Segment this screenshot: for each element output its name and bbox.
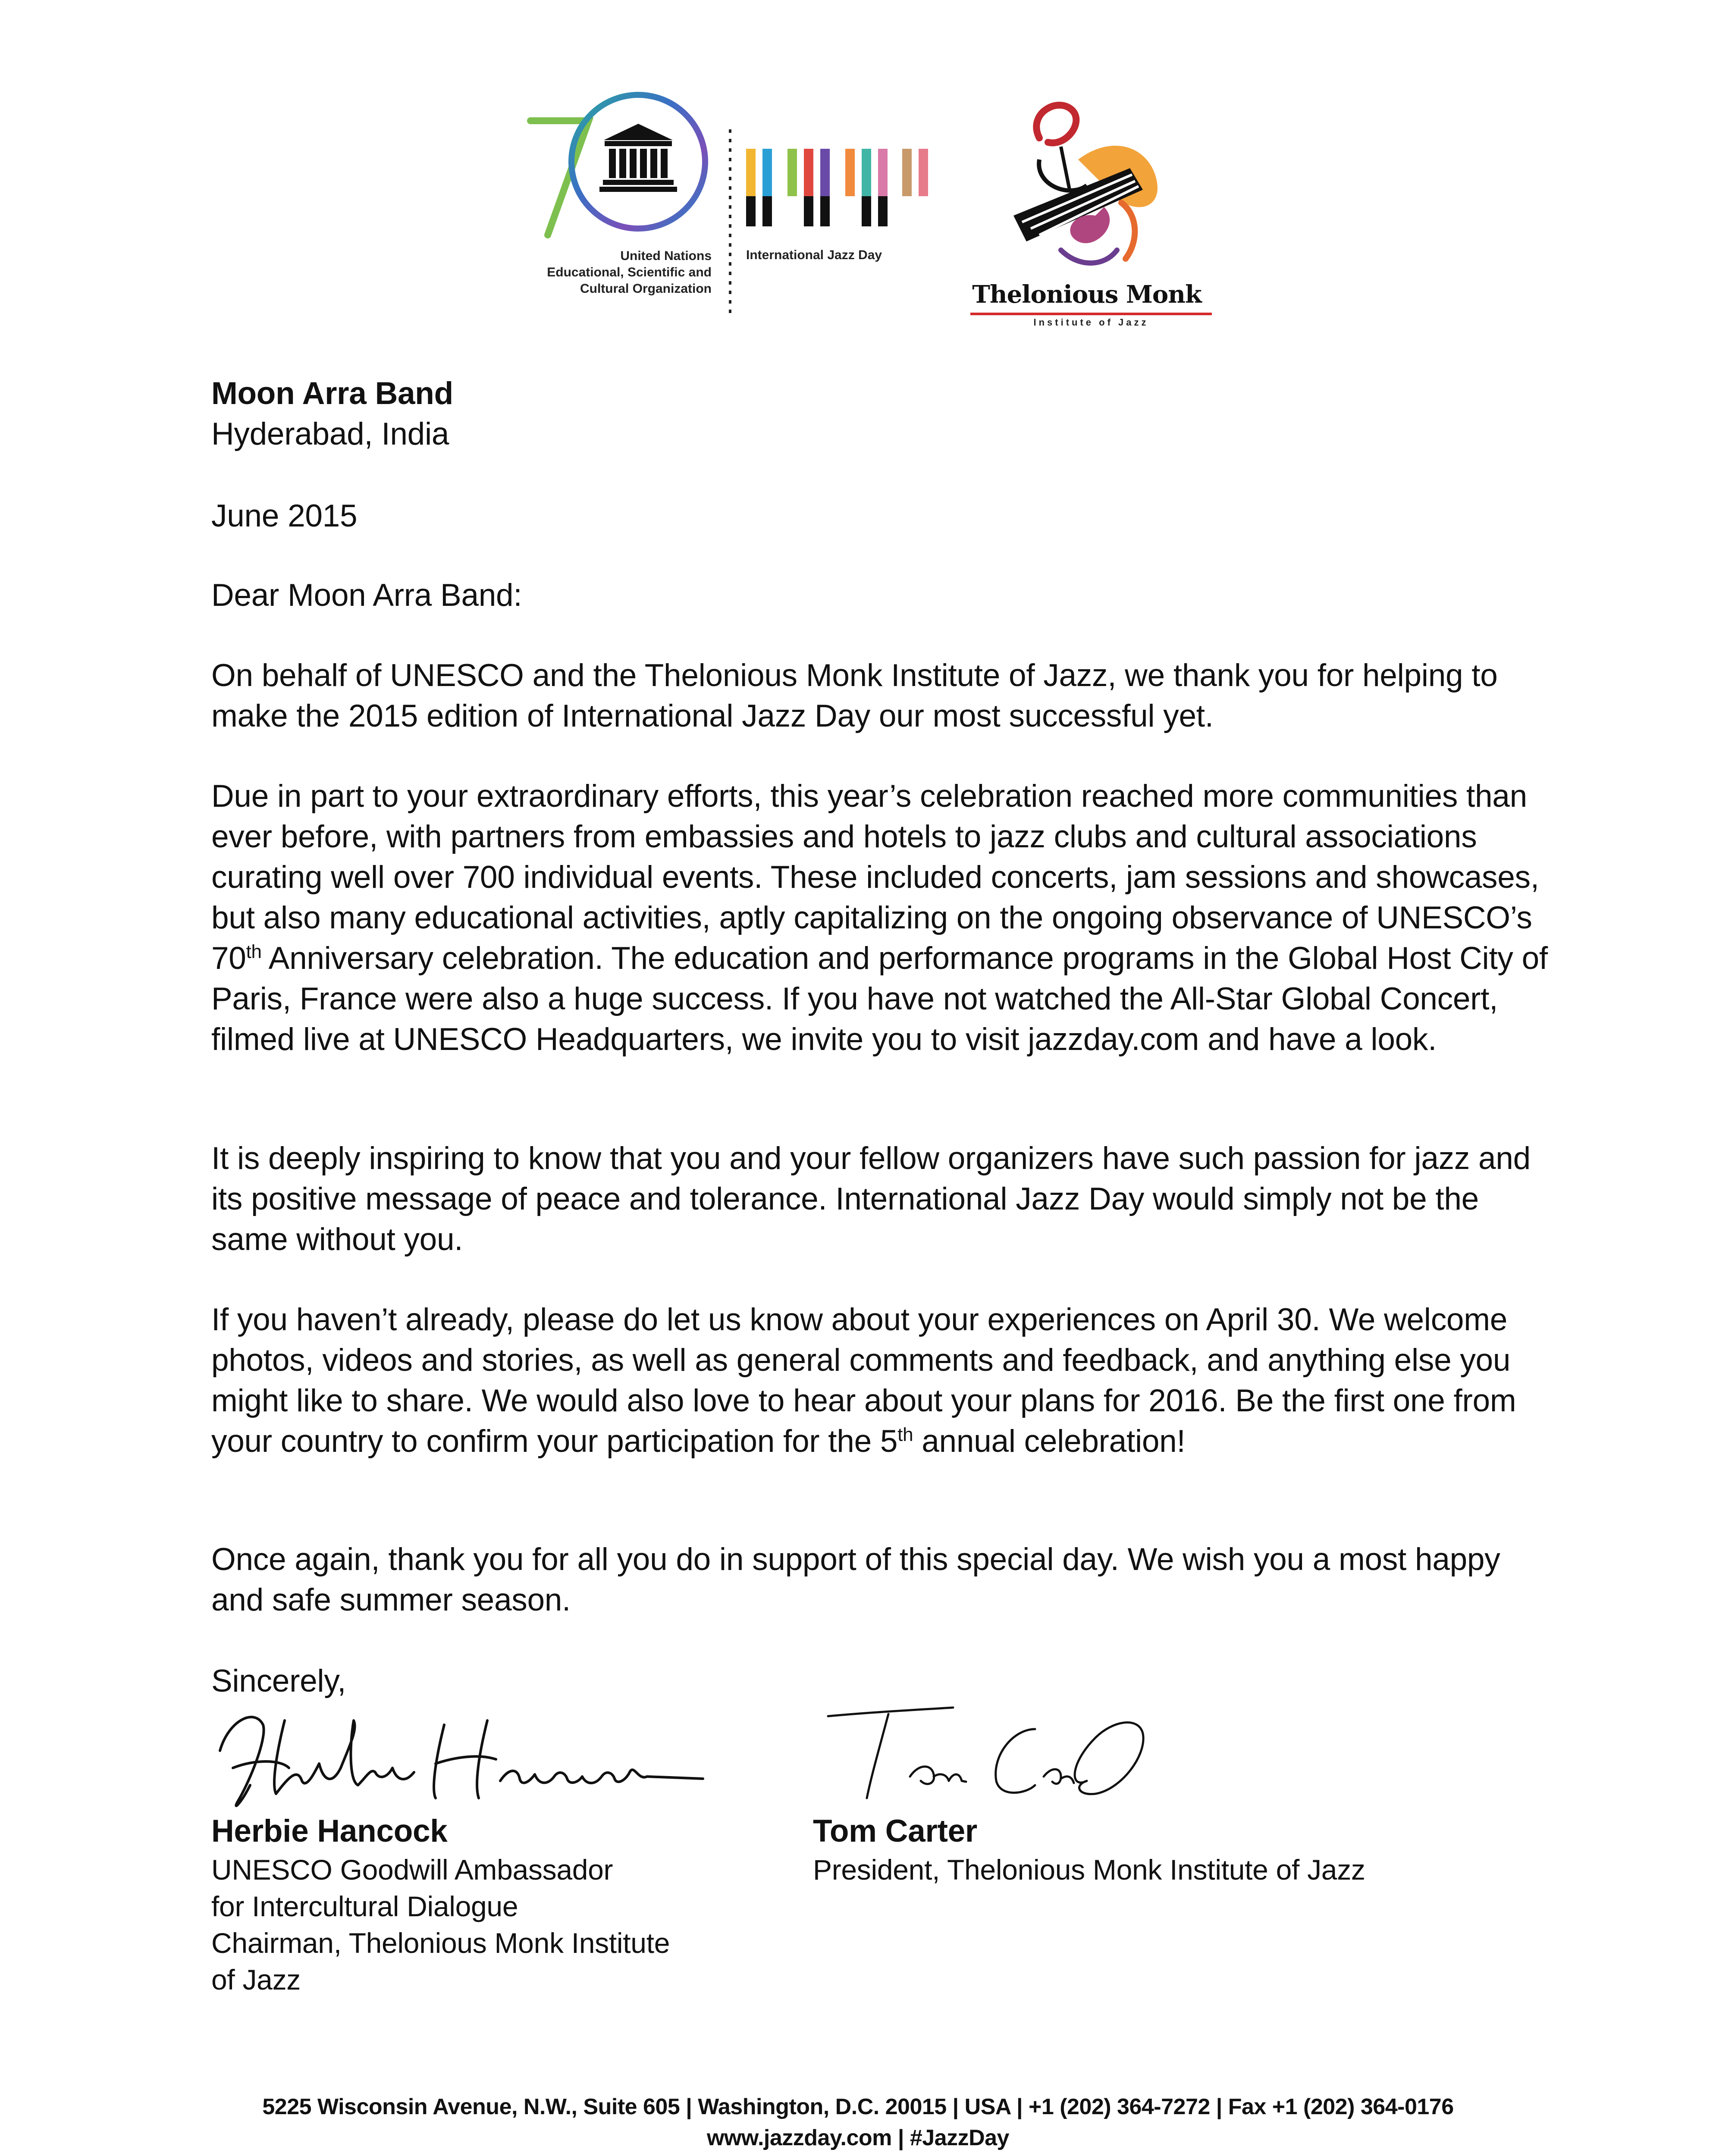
paragraph-text: If you haven’t already, please do let us know about your experiences on April 30. We welcome photos, videos and stories, as well as general comments and feedback, and anything else you might like to share. We would also love to hear about your plans for 2016. Be the first one from your country to confirm your participation for the 5 (211, 1302, 1516, 1459)
letter-date: June 2015 (211, 498, 358, 533)
salutation: Dear Moon Arra Band: (211, 578, 522, 613)
jazzday-logo (746, 149, 936, 235)
letterhead-divider (728, 129, 732, 319)
ordinal-suffix: th (246, 941, 262, 962)
closing: Sincerely, (211, 1664, 346, 1698)
carter-signature (811, 1690, 1164, 1820)
signatory-carter (813, 1811, 1546, 1888)
paragraph-thanks: On behalf of UNESCO and the Thelonious Monk Institute of Jazz, we thank you for helping to make the 2015 edition of International Jazz Day our most successful yet. (211, 658, 1498, 733)
jazzday-caption: International Jazz Day (746, 248, 882, 262)
ordinal-suffix: th (897, 1424, 913, 1445)
recipient-location: Hyderabad, India (211, 417, 449, 451)
recipient-name: Moon Arra Band (211, 376, 453, 411)
monk-logo-subtitle: Institute of Jazz (1033, 317, 1149, 328)
paragraph-text: Anniversary celebration. The education and performance programs in the Global Host City of Paris, France were also a huge success. If you have not watched the All-Star Global Concert, filmed live at UNESCO Headquarters, we invite you to visit jazzday.com and have a look. (211, 941, 1548, 1057)
unesco-caption-line: Cultural Organization (580, 282, 712, 296)
signatory-title-line: UNESCO Goodwill Ambassador (211, 1854, 613, 1886)
unesco-caption (436, 248, 712, 297)
paragraph-achievements (211, 776, 1557, 1060)
unesco-caption-line: Educational, Scientific and (547, 265, 712, 279)
signatory-title-line: Chairman, Thelonious Monk Institute (211, 1927, 670, 1959)
signatory-title-line: of Jazz (211, 1964, 301, 1996)
paragraph-text: Due in part to your extraordinary efforts, this year’s celebration reached more communities than ever before, with partners from embassies and hotels to jazz clubs and cultural associations curating well over 700 individual events. These included concerts, jam sessions and showcases, but also many educational activities, aptly capitalizing on the ongoing observance of UNESCO’s 70 (211, 779, 1539, 976)
footer-web: www.jazzday.com | #JazzDay (707, 2125, 1009, 2150)
hancock-signature (203, 1695, 729, 1824)
footer-address: 5225 Wisconsin Avenue, N.W., Suite 605 | Washington, D.C. 20015 | USA | +1 (202) 364-7272 | Fax +1 (202) 364-0176 (262, 2094, 1454, 2119)
signatory-title-line: President, Thelonious Monk Institute of Jazz (813, 1854, 1365, 1886)
signatory-name: Tom Carter (813, 1814, 977, 1849)
monk-logo-name: Thelonious Monk (972, 280, 1202, 309)
paragraph-inspiration: It is deeply inspiring to know that you and your fellow organizers have such passion for jazz and its positive message of peace and tolerance. International Jazz Day would simply not be the same without you. (211, 1141, 1531, 1257)
thelonious-monk-logo (975, 86, 1208, 293)
signatory-name: Herbie Hancock (211, 1814, 448, 1849)
signatory-hancock (211, 1811, 815, 1998)
paragraph-feedback-request (211, 1300, 1557, 1462)
monk-logo-rule (970, 313, 1212, 315)
signatory-title-line: for Intercultural Dialogue (211, 1890, 518, 1922)
unesco-caption-line: United Nations (620, 249, 712, 263)
paragraph-closing-wishes: Once again, thank you for all you do in support of this special day. We wish you a most happy and safe summer season. (211, 1542, 1500, 1617)
letter-footer (0, 2091, 1716, 2153)
paragraph-text: annual celebration! (913, 1424, 1186, 1459)
